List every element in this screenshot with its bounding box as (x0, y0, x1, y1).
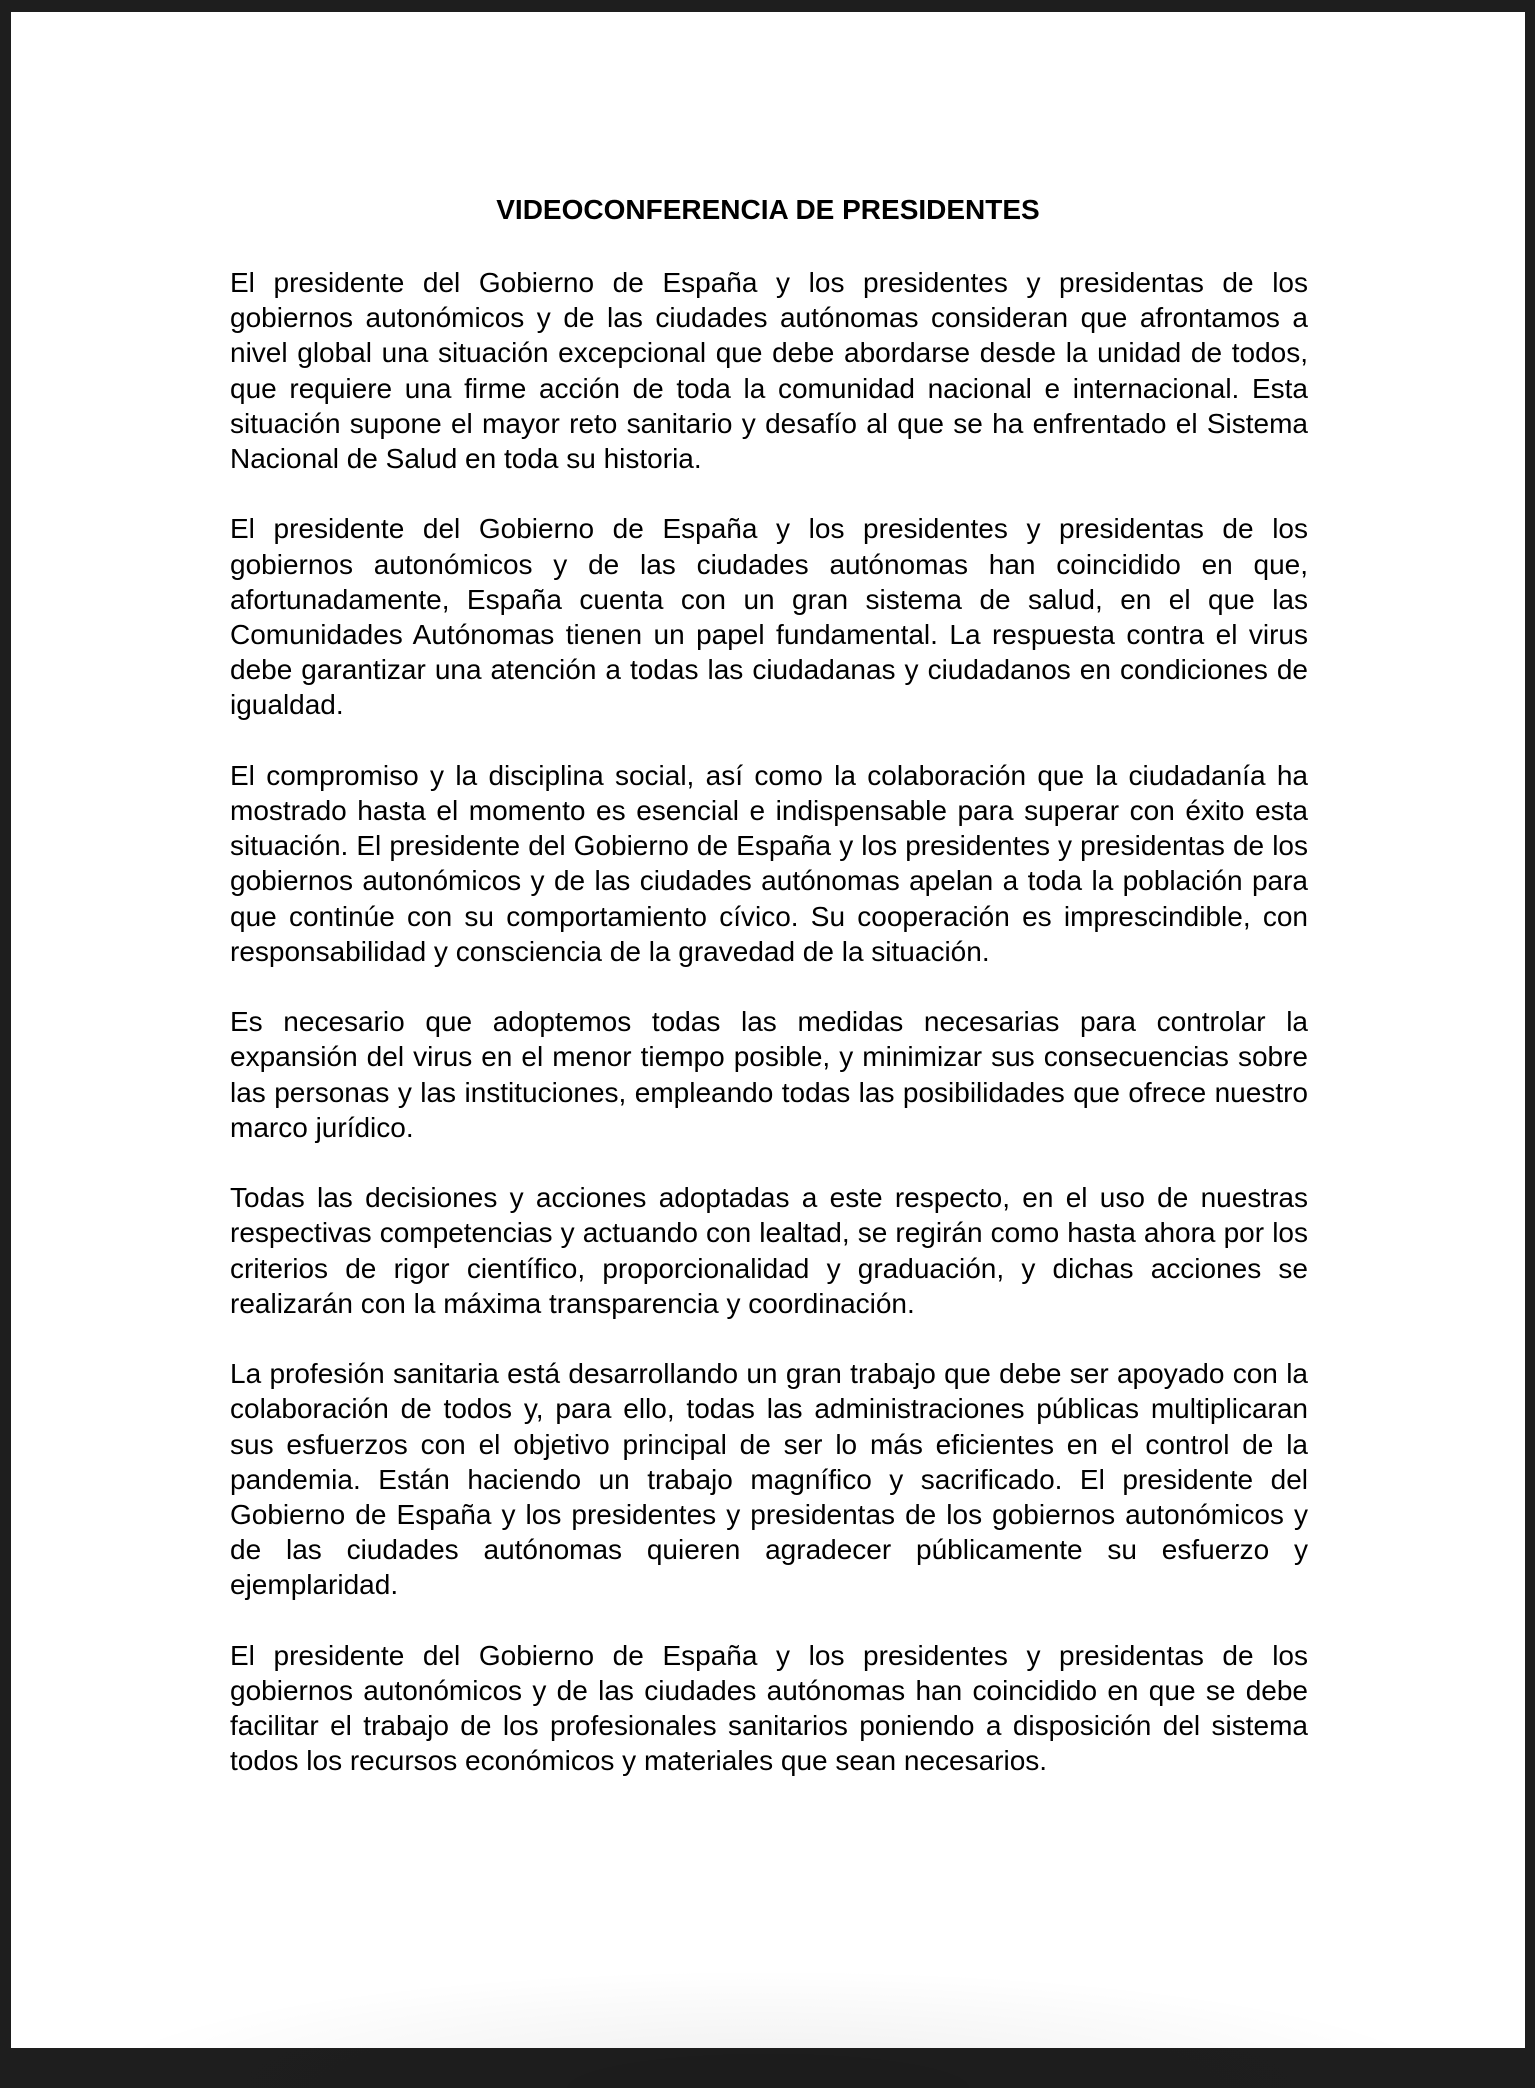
paragraph-4: Es necesario que adoptemos todas las medidas necesarias para controlar la expansión del virus en el menor tiempo posible, y minimizar sus consecuencias sobre las personas y las instituciones, empleando todas las posibilidades que ofrece nuestro marco jurídico. (230, 1006, 1308, 1143)
paragraph-6: La profesión sanitaria está desarrollando un gran trabajo que debe ser apoyado con la colaboración de todos y, para ello, todas las administraciones públicas multiplicaran sus esfuerzos con el objetivo principal de ser lo más eficientes en el control de la pandemia. Están haciendo un trabajo magnífico y sacrificado. El presidente del Gobierno de España y los presidentes y presidentas de los gobiernos autonómicos y de las ciudades autónomas quieren agradecer públicamente su esfuerzo y ejemplaridad. (230, 1358, 1308, 1601)
document-page (11, 12, 1525, 2048)
paragraph-5: Todas las decisiones y acciones adoptadas a este respecto, en el uso de nuestras respectivas competencias y actuando con lealtad, se regirán como hasta ahora por los criterios de rigor científico, proporcionalidad y graduación, y dichas acciones se realizarán con la máxima transparencia y coordinación. (230, 1182, 1308, 1319)
paragraph-7: El presidente del Gobierno de España y los presidentes y presidentas de los gobiernos autonómicos y de las ciudades autónomas han coincidido en que se debe facilitar el trabajo de los profesionales sanitarios poniendo a disposición del sistema todos los recursos económicos y materiales que sean necesarios. (230, 1639, 1308, 1777)
paragraph-1: El presidente del Gobierno de España y los presidentes y presidentas de los gobiernos autonómicos y de las ciudades autónomas consideran que afrontamos a nivel global una situación excepcional que debe abordarse desde la unidad de todos, que requiere una firme acción de toda la comunidad nacional e internacional. Esta situación supone el mayor reto sanitario y desafío al que se ha enfrentado el Sistema Nacional de Salud en toda su historia. (230, 267, 1308, 475)
paragraph-2: El presidente del Gobierno de España y los presidentes y presidentas de los gobiernos autonómicos y de las ciudades autónomas han coincidido en que, afortunadamente, España cuenta con un gran sistema de salud, en el que las Comunidades Autónomas tienen un papel fundamental. La respuesta contra el virus debe garantizar una atención a todas las ciudadanas y ciudadanos en condiciones de igualdad. (230, 513, 1308, 721)
paragraph-3: El compromiso y la disciplina social, así como la colaboración que la ciudadanía ha mostrado hasta el momento es esencial e indispensable para superar con éxito esta situación. El presidente del Gobierno de España y los presidentes y presidentas de los gobiernos autonómicos y de las ciudades autónomas apelan a toda la población para que continúe con su comportamiento cívico. Su cooperación es imprescindible, con responsabilidad y consciencia de la gravedad de la situación. (230, 759, 1308, 967)
document-body (230, 265, 1308, 1814)
document-title: VIDEOCONFERENCIA DE PRESIDENTES (496, 194, 1040, 225)
